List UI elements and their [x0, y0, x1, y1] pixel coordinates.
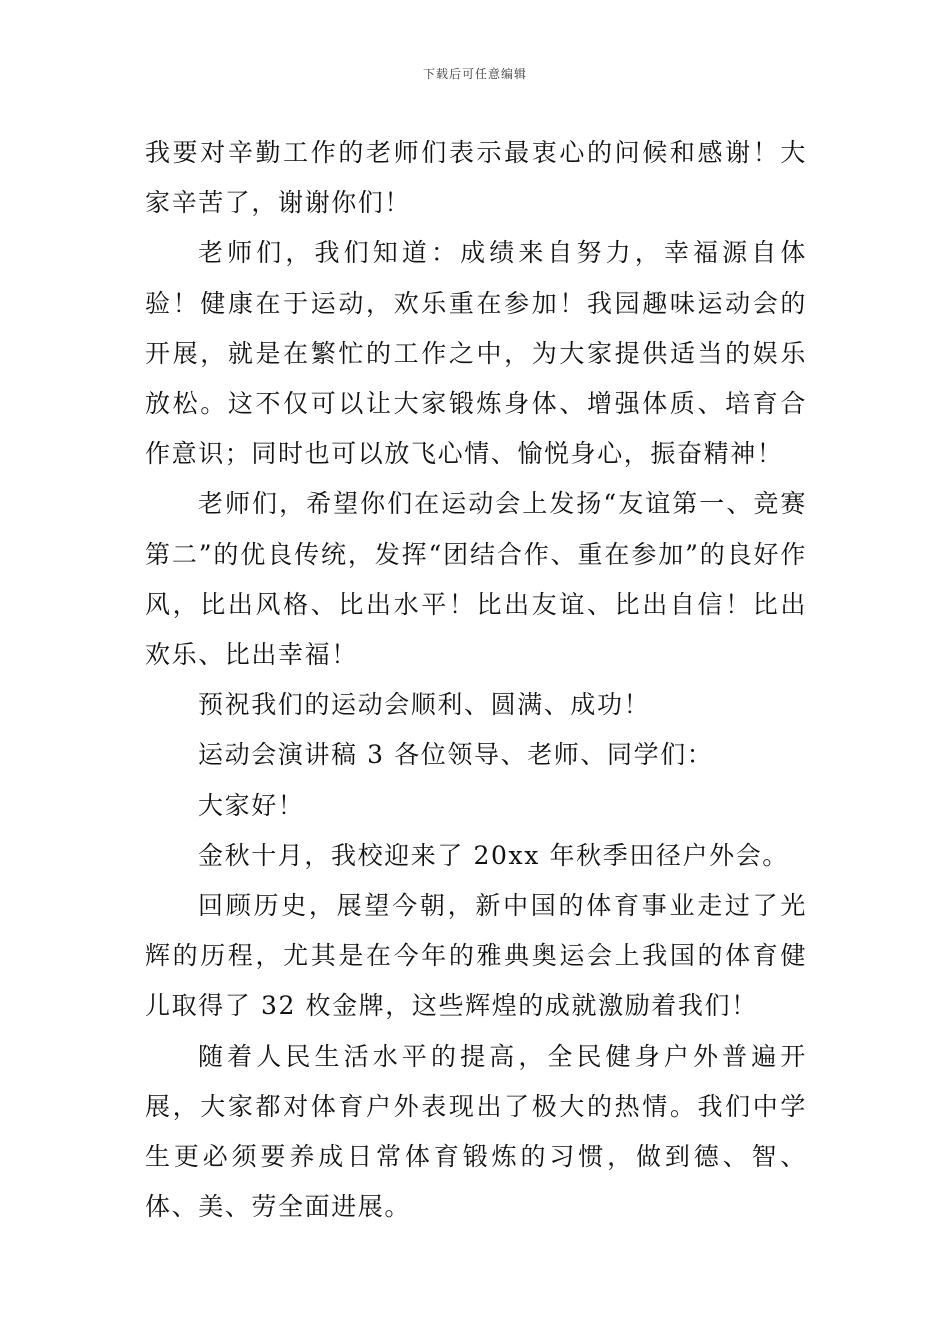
paragraph-4: 预祝我们的运动会顺利、圆满、成功！ — [198, 690, 651, 720]
paragraph-1: 我要对辛勤工作的老师们表示最衷心的问候和感谢！大家辛苦了，谢谢你们！ — [145, 138, 807, 218]
page-header: 下载后可任意编辑 — [422, 67, 527, 81]
paragraph-8: 回顾历史，展望今朝，新中国的体育事业走过了光辉的历程，尤其是在今年的雅典奥运会上我国的体育健儿取得了 32 枚金牌，这些辉煌的成就激励着我们！ — [145, 891, 807, 1021]
paragraph-6: 大家好！ — [198, 790, 305, 820]
document-body — [145, 128, 807, 1232]
paragraph-9: 随着人民生活水平的提高，全民健身户外普遍开展，大家都对体育户外表现出了极大的热情。我们中学生更必须要养成日常体育锻炼的习惯，做到德、智、体、美、劳全面进展。 — [145, 1041, 807, 1222]
paragraph-7: 金秋十月，我校迎来了 20xx 年秋季田径户外会。 — [198, 840, 789, 870]
paragraph-3: 老师们，希望你们在运动会上发扬“友谊第一、竞赛第二”的优良传统，发挥“团结合作、重在参加”的良好作风，比出风格、比出水平！比出友谊、比出自信！比出欢乐、比出幸福！ — [145, 489, 807, 670]
paragraph-2: 老师们，我们知道：成绩来自努力，幸福源自体验！健康在于运动，欢乐重在参加！我园趣味运动会的开展，就是在繁忙的工作之中，为大家提供适当的娱乐放松。这不仅可以让大家锻炼身体、增强体质、培育合作意识；同时也可以放飞心情、愉悦身心，振奋精神！ — [145, 238, 807, 469]
paragraph-5: 运动会演讲稿 3 各位领导、老师、同学们： — [198, 740, 714, 770]
